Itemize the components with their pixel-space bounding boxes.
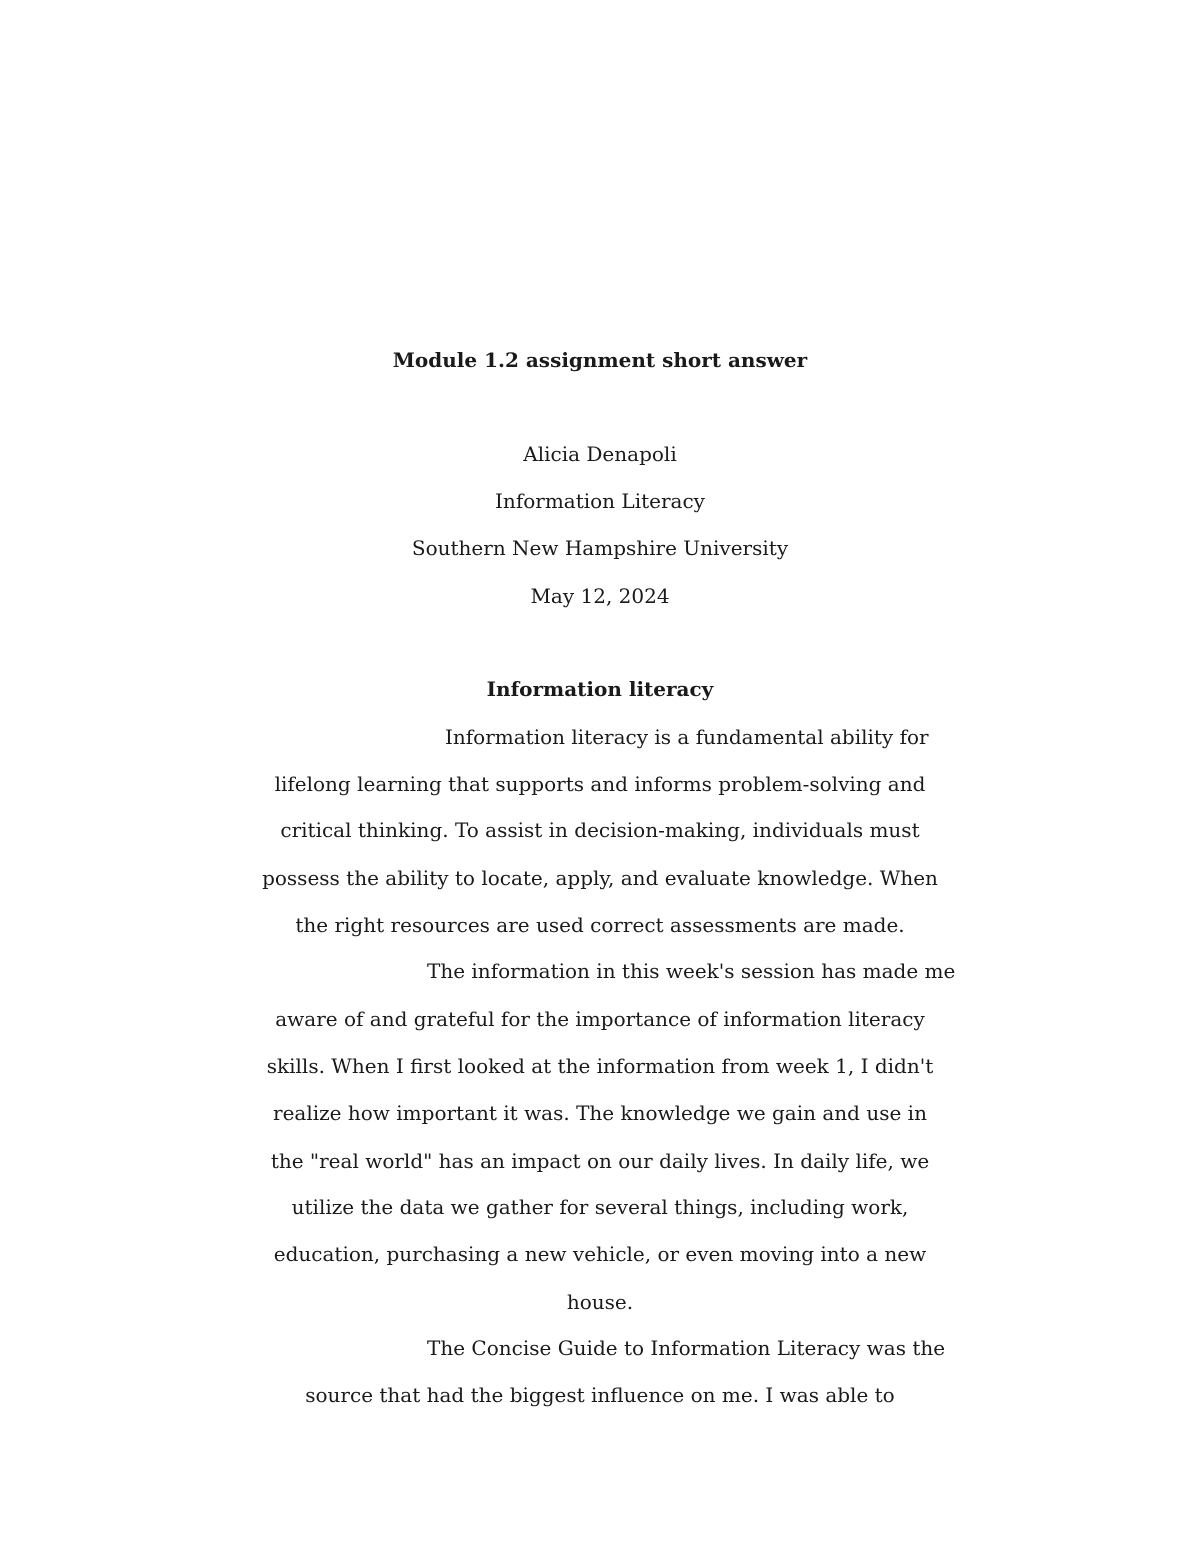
course-name: Information Literacy — [495, 489, 705, 513]
paragraph-1-line-5: the right resources are used correct assessments are made. — [295, 913, 905, 937]
paragraph-2-line-4: realize how important it was. The knowledge we gain and use in — [273, 1101, 927, 1125]
paragraph-1-line-3: critical thinking. To assist in decision-making, individuals must — [280, 818, 920, 842]
paragraph-3-line-1: The Concise Guide to Information Literacy was the — [427, 1336, 946, 1360]
paragraph-2-line-6: utilize the data we gather for several things, including work, — [291, 1195, 909, 1219]
paper-title: Module 1.2 assignment short answer — [392, 348, 808, 372]
paragraph-2-line-3: skills. When I first looked at the information from week 1, I didn't — [266, 1054, 934, 1078]
author-name: Alicia Denapoli — [523, 442, 677, 466]
institution-name: Southern New Hampshire University — [411, 536, 789, 560]
paragraph-2-line-7: education, purchasing a new vehicle, or even moving into a new — [273, 1242, 927, 1266]
paragraph-1-line-4: possess the ability to locate, apply, and evaluate knowledge. When — [262, 866, 938, 890]
section-heading: Information literacy — [486, 677, 714, 701]
paragraph-1-line-1: Information literacy is a fundamental ability for — [445, 725, 929, 749]
submission-date: May 12, 2024 — [530, 584, 670, 608]
paragraph-2-line-8: house. — [566, 1290, 634, 1314]
paragraph-3-line-2: source that had the biggest influence on me. I was able to — [305, 1383, 895, 1407]
paragraph-2-line-1: The information in this week's session has made me — [427, 959, 956, 983]
paragraph-1-line-2: lifelong learning that supports and informs problem-solving and — [274, 772, 926, 796]
paragraph-2-line-2: aware of and grateful for the importance of information literacy — [275, 1007, 925, 1031]
paragraph-2-line-5: the "real world" has an impact on our daily lives. In daily life, we — [270, 1149, 930, 1173]
